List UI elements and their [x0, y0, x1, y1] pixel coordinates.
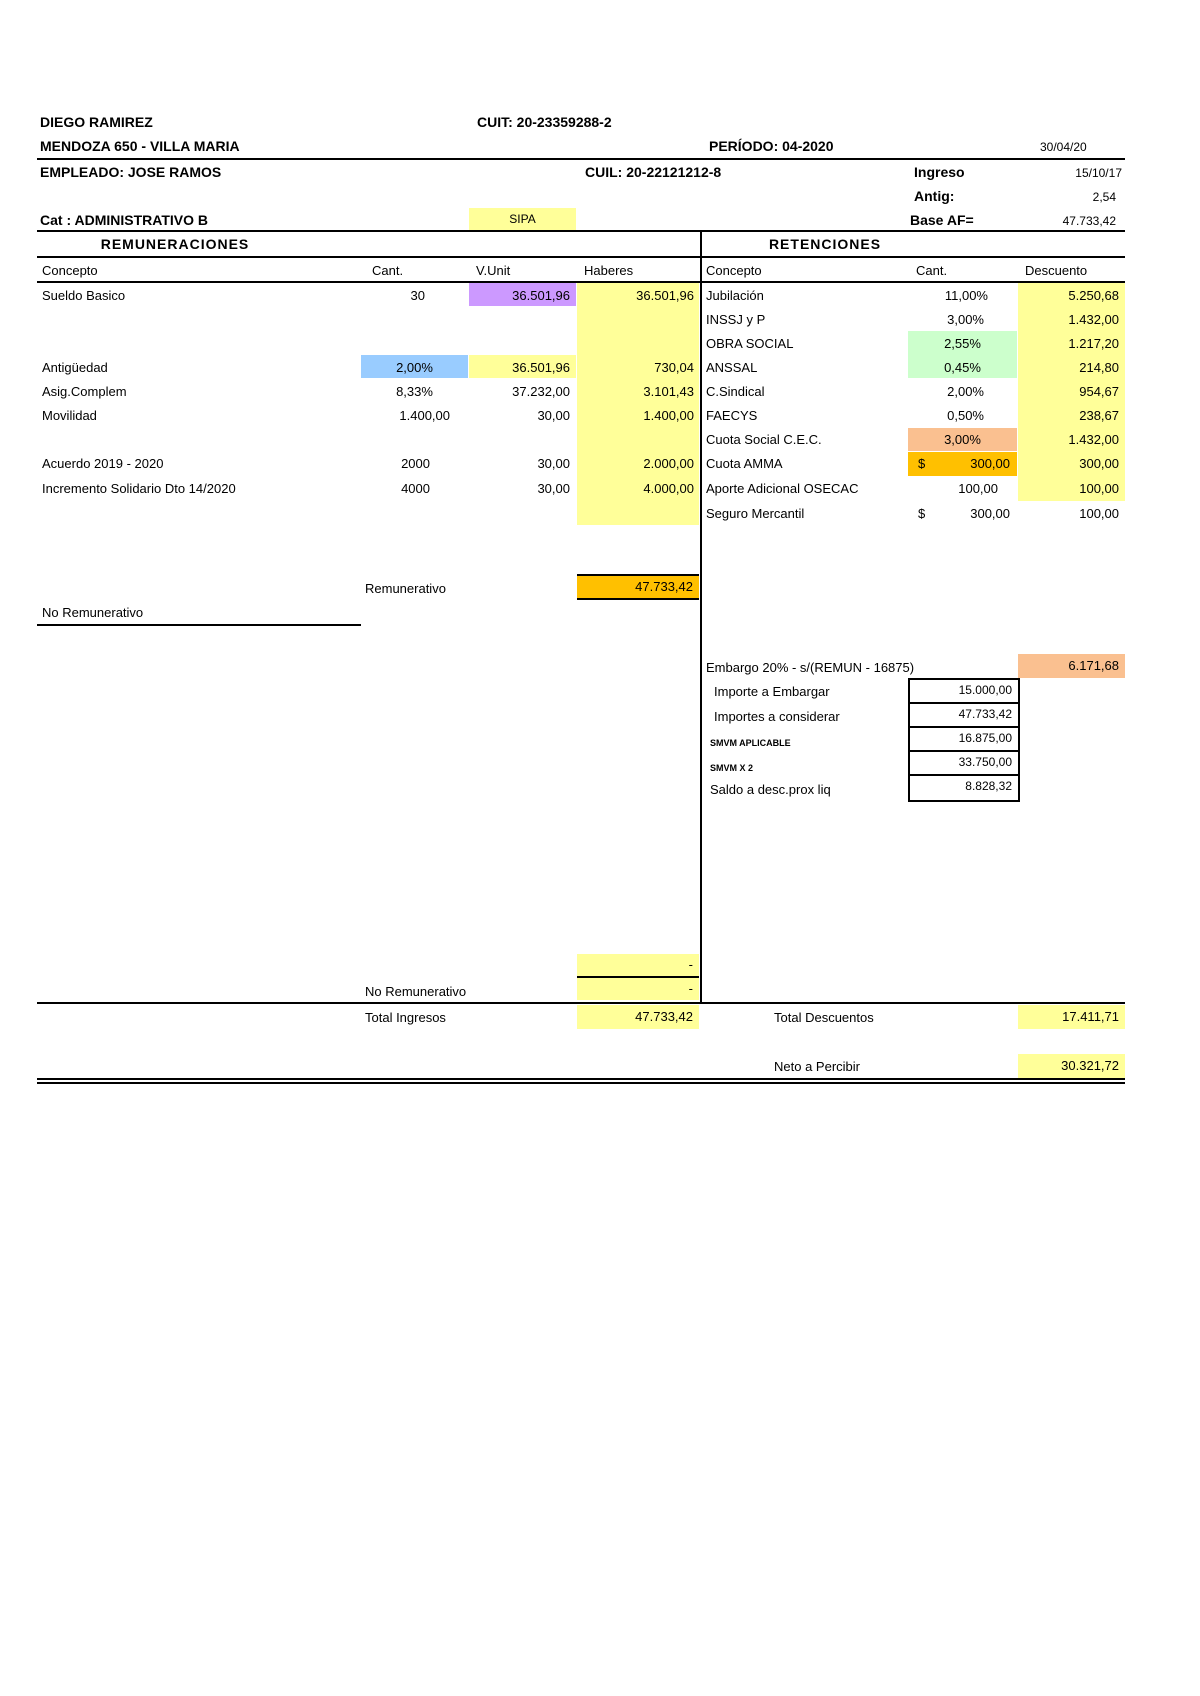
no-rem-subtotal: - [577, 954, 699, 976]
ret-col-cant: Cant. [916, 263, 948, 278]
rem-concepto: Movilidad [42, 408, 97, 423]
rem-vunit: 30,00 [537, 481, 570, 496]
embargo-label: Embargo 20% - s/(REMUN - 16875) [706, 660, 915, 675]
employer-cuit: CUIT: 20-23359288-2 [477, 114, 612, 130]
embargo-detail-value: 15.000,00 [908, 678, 1020, 704]
remunerativo-value: 47.733,42 [577, 576, 699, 598]
categoria: Cat : ADMINISTRATIVO B [40, 212, 208, 228]
antig-value: 2,54 [1092, 190, 1116, 204]
totals-top-rule [37, 1002, 1125, 1004]
remuneraciones-title: REMUNERACIONES [100, 236, 250, 252]
neto-value: 30.321,72 [1018, 1054, 1125, 1078]
rem-cant: 4000 [401, 481, 430, 496]
no-remunerativo-header: No Remunerativo [42, 605, 144, 620]
rem-cant: 30 [410, 288, 425, 303]
total-descuentos-value: 17.411,71 [1018, 1005, 1125, 1029]
rem-concepto: Acuerdo 2019 - 2020 [42, 456, 164, 471]
no-remunerativo-label: No Remunerativo [365, 984, 467, 999]
ret-cant: 0,50% [947, 408, 984, 423]
ret-cant: 300,00 [970, 456, 1010, 471]
ret-concepto: Aporte Adicional OSECAC [706, 481, 859, 496]
rem-concepto: Sueldo Basico [42, 288, 126, 303]
employer-address: MENDOZA 650 - VILLA MARIA [40, 138, 240, 154]
ret-cant: 100,00 [958, 481, 998, 496]
base-af-value: 47.733,42 [1062, 214, 1116, 228]
rem-vunit: 36.501,96 [512, 360, 570, 375]
ret-concepto: OBRA SOCIAL [706, 336, 794, 351]
remunerativo-bottom-rule [577, 598, 699, 600]
rem-cant: 2000 [401, 456, 430, 471]
center-divider [700, 232, 702, 1002]
base-af-label: Base AF= [910, 212, 974, 228]
rem-haberes: 1.400,00 [643, 408, 694, 423]
ret-concepto: Seguro Mercantil [706, 506, 805, 521]
rem-haberes: 36.501,96 [636, 288, 694, 303]
col-haberes: Haberes [584, 263, 634, 278]
ret-descuento: 1.432,00 [1068, 432, 1119, 447]
rem-vunit: 30,00 [537, 408, 570, 423]
ret-col-descuento: Descuento [1025, 263, 1088, 278]
embargo-detail-value: 8.828,32 [908, 774, 1020, 802]
ret-descuento: 954,67 [1079, 384, 1119, 399]
section-divider [37, 230, 1125, 232]
rem-haberes: 3.101,43 [643, 384, 694, 399]
ingreso-label: Ingreso [914, 164, 965, 180]
ret-cant: 300,00 [970, 506, 1010, 521]
col-vunit: V.Unit [476, 263, 511, 278]
ret-cant: 3,00% [947, 312, 984, 327]
ret-descuento: 300,00 [1079, 456, 1119, 471]
embargo-detail-value: 47.733,42 [908, 702, 1020, 728]
total-ingresos-value: 47.733,42 [577, 1005, 699, 1029]
rem-cant: 1.400,00 [399, 408, 450, 423]
rem-concepto: Asig.Complem [42, 384, 127, 399]
ret-cant: 11,00% [944, 288, 988, 303]
no-remunerativo-underline [37, 624, 361, 626]
ret-descuento: 238,67 [1079, 408, 1119, 423]
remunerativo-label: Remunerativo [365, 581, 446, 596]
ret-cant: 0,45% [944, 360, 981, 375]
ret-concepto: FAECYS [706, 408, 758, 423]
ret-cant: 2,55% [944, 336, 981, 351]
rem-vunit: 37.232,00 [512, 384, 570, 399]
rem-vunit: 36.501,96 [512, 288, 570, 303]
ret-cant: 2,00% [947, 384, 984, 399]
columns-top-rule [37, 256, 1125, 258]
col-concepto: Concepto [42, 263, 98, 278]
embargo-detail-label: Importe a Embargar [714, 684, 830, 699]
neto-rule-2 [37, 1082, 1125, 1084]
ingreso-value: 15/10/17 [1075, 166, 1122, 180]
ret-cant: 3,00% [944, 432, 981, 447]
neto-rule-1 [37, 1078, 1125, 1080]
rem-cant: 2,00% [396, 360, 433, 375]
ret-descuento: 100,00 [1079, 506, 1119, 521]
employer-name: DIEGO RAMIREZ [40, 114, 153, 130]
ret-currency: $ [918, 506, 926, 521]
retenciones-title: RETENCIONES [768, 236, 882, 252]
col-cant: Cant. [372, 263, 404, 278]
embargo-detail-label: Saldo a desc.prox liq [710, 782, 831, 797]
ret-concepto: C.Sindical [706, 384, 765, 399]
embargo-detail-value: 16.875,00 [908, 726, 1020, 752]
embargo-detail-label: Importes a considerar [714, 709, 840, 724]
rem-concepto: Antigüedad [42, 360, 108, 375]
embargo-value: 6.171,68 [1018, 654, 1125, 678]
no-rem-value: - [577, 978, 699, 1000]
ret-concepto: Cuota AMMA [706, 456, 783, 471]
antig-label: Antig: [914, 188, 955, 204]
embargo-detail-value: 33.750,00 [908, 750, 1020, 776]
ret-descuento: 214,80 [1079, 360, 1119, 375]
periodo: PERÍODO: 04-2020 [709, 138, 834, 154]
ret-descuento: 1.432,00 [1068, 312, 1119, 327]
neto-label: Neto a Percibir [774, 1059, 860, 1074]
sipa-cell: SIPA [469, 208, 576, 230]
embargo-detail-label: SMVM APLICABLE [710, 738, 791, 748]
total-descuentos-label: Total Descuentos [774, 1010, 874, 1025]
ret-currency: $ [918, 456, 926, 471]
fecha: 30/04/20 [1040, 140, 1087, 154]
rem-cant: 8,33% [396, 384, 433, 399]
ret-descuento: 1.217,20 [1068, 336, 1119, 351]
empleado: EMPLEADO: JOSE RAMOS [40, 164, 222, 180]
rem-haberes: 2.000,00 [643, 456, 694, 471]
ret-col-concepto: Concepto [706, 263, 762, 278]
ret-descuento: 100,00 [1079, 481, 1119, 496]
rem-concepto: Incremento Solidario Dto 14/2020 [42, 481, 236, 496]
rem-haberes: 4.000,00 [643, 481, 694, 496]
ret-concepto: Cuota Social C.E.C. [706, 432, 822, 447]
ret-concepto: Jubilación [706, 288, 764, 303]
ret-concepto: ANSSAL [706, 360, 758, 375]
total-ingresos-label: Total Ingresos [365, 1010, 446, 1025]
embargo-detail-label: SMVM X 2 [710, 763, 754, 773]
rem-haberes: 730,04 [654, 360, 694, 375]
empleado-cuil: CUIL: 20-22121212-8 [585, 164, 722, 180]
ret-concepto: INSSJ y P [706, 312, 766, 327]
ret-descuento: 5.250,68 [1068, 288, 1119, 303]
rem-vunit: 30,00 [537, 456, 570, 471]
header-divider [37, 158, 1125, 160]
